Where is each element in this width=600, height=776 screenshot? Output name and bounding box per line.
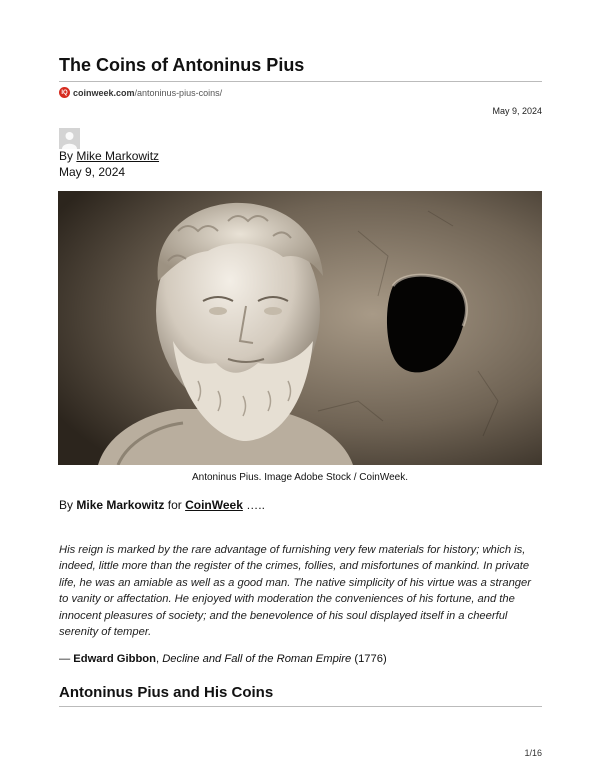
title-divider (59, 81, 542, 82)
byline2-author: Mike Markowitz (76, 498, 165, 512)
print-date: May 9, 2024 (492, 106, 542, 116)
image-caption: Antoninus Pius. Image Adobe Stock / CoinWeek. (191, 472, 409, 483)
byline2-prefix: By (59, 498, 74, 512)
page-title: The Coins of Antoninus Pius (59, 55, 305, 75)
quote-attribution: — Edward Gibbon, Decline and Fall of the Roman Empire (1776) (59, 653, 387, 665)
article-date: May 9, 2024 (59, 165, 126, 179)
author-link[interactable]: Mike Markowitz (76, 149, 160, 163)
hero-image (58, 191, 542, 465)
coinweek-link[interactable]: CoinWeek (185, 498, 243, 512)
attribution-year: (1776) (354, 653, 387, 665)
source-domain: coinweek.com (73, 87, 135, 98)
page-number: 1/16 (524, 748, 542, 758)
byline2-for: for (167, 498, 182, 512)
source-path: /antoninus-pius-coins/ (134, 87, 223, 98)
attribution-work: Decline and Fall of the Roman Empire (162, 653, 352, 665)
byline2-ellipsis: ….. (246, 498, 265, 512)
avatar-placeholder-icon (59, 128, 80, 149)
attribution-dash: — (59, 653, 71, 665)
section-divider (59, 706, 542, 707)
byline (59, 149, 159, 163)
author-avatar (59, 128, 80, 149)
byline-prefix: By (59, 149, 74, 163)
section-heading: Antoninus Pius and His Coins (59, 684, 274, 701)
source-url[interactable] (59, 87, 222, 98)
gibbon-quote: His reign is marked by the rare advantage of furnishing very few materials for history; which is, indeed, little more than the register of the crimes, follies, and misfortunes of mankind. In private life, he was an amiable as well as a good man. The native simplicity of his virtue was a stranger to vanity or affectation. He enjoyed with moderation the conveniences of his fortune, and the innocent pleasures of society; and the benevolence of his soul displayed itself in a cheerful serenity of temper. (59, 544, 531, 639)
antoninus-bust-image (58, 191, 542, 465)
byline-secondary (59, 498, 265, 512)
coinweek-logo-icon: IQ (59, 87, 70, 98)
attribution-author: Edward Gibbon (73, 653, 156, 665)
